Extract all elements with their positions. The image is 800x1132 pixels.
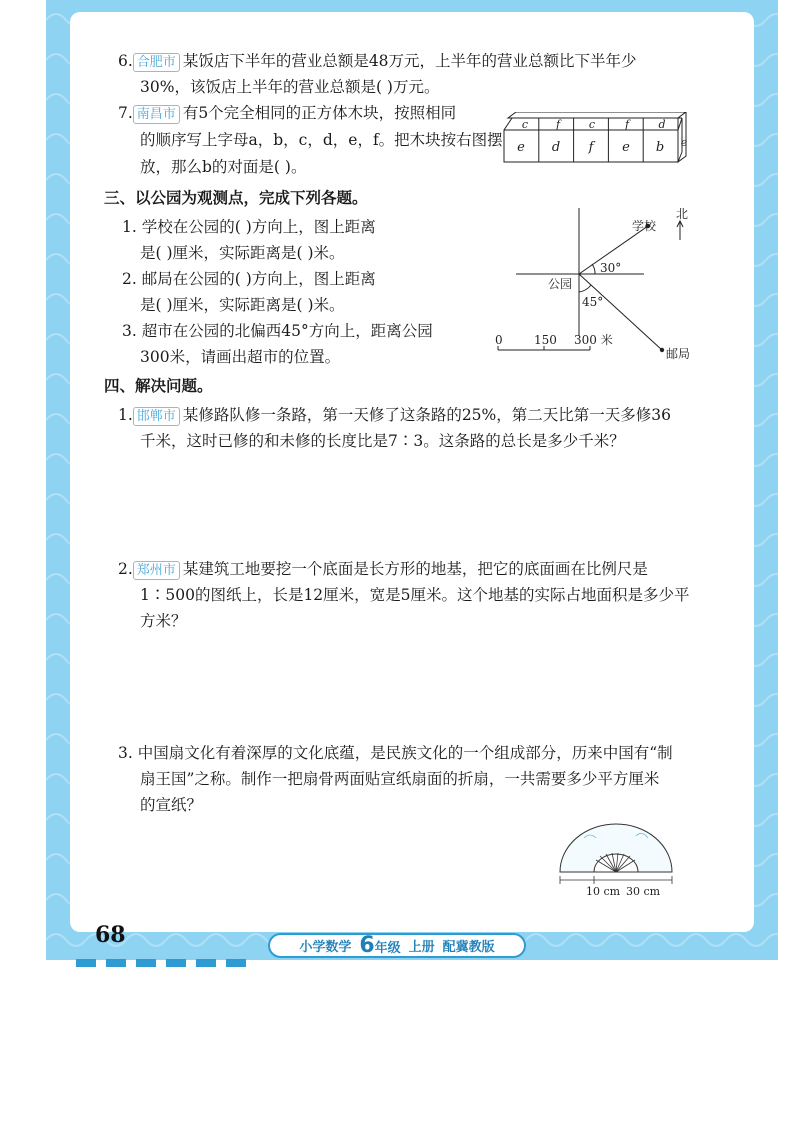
scale-label-300: 300 米: [574, 333, 613, 347]
grade-label: 年级: [374, 941, 401, 956]
cube-top-2: f: [555, 118, 561, 131]
grade-number: 6: [359, 933, 375, 958]
q6-line1: 6. 合肥市 某饭店下半年的营业总额是48万元，上半年的营业总额比下半年少: [118, 52, 637, 70]
cube-row-figure: [500, 112, 690, 172]
scale-label-150: 150: [534, 333, 557, 347]
cube-front-4: e: [622, 140, 630, 155]
region-tag: 南昌市: [133, 105, 180, 124]
edition-label: 配冀教版: [442, 940, 495, 955]
s3-q3-line1: 3. 超市在公园的北偏西45°方向上，距离公园: [122, 322, 433, 340]
s3-q1-line2: 是( )厘米，实际距离是( )米。: [140, 244, 345, 262]
fan-label-10cm: 10 cm: [586, 885, 621, 898]
s4-q3-line3: 的宣纸？: [140, 796, 203, 814]
scale-label-0: 0: [495, 333, 503, 347]
s4-q3-line2: 扇王国”之称。制作一把扇骨两面贴宣纸扇面的折扇，一共需要多少平方厘米: [140, 770, 660, 788]
fan-figure: [556, 818, 676, 900]
cube-front-2: d: [551, 140, 561, 155]
region-tag: 邯郸市: [133, 407, 180, 426]
park-label: 公园: [548, 277, 573, 291]
angle-45-label: 45°: [582, 295, 604, 309]
q7-line3: 放，那么b的对面是( )。: [140, 158, 307, 176]
s4-q1-line2: 千米，这时已修的和未修的长度比是7∶3。这条路的总长是多少千米？: [140, 432, 625, 450]
north-label: 北: [676, 207, 689, 221]
region-tag: 郑州市: [133, 561, 180, 580]
cube-top-5: d: [658, 118, 666, 131]
q7-line2: 的顺序写上字母a，b，c，d，e，f。把木块按右图摆: [140, 131, 503, 149]
cube-front-1: e: [517, 140, 525, 155]
page-number: 68: [95, 922, 126, 948]
region-tag: 合肥市: [133, 53, 180, 72]
cube-front-3: f: [588, 140, 594, 155]
footer-dashes: [76, 952, 256, 971]
s3-q2-line2: 是( )厘米，实际距离是( )米。: [140, 296, 345, 314]
fan-label-30cm: 30 cm: [626, 885, 661, 898]
cube-side: e: [680, 136, 688, 149]
s3-q2-line1: 2. 邮局在公园的( )方向上，图上距离: [122, 270, 376, 288]
s3-q3-line2: 300米，请画出超市的位置。: [140, 348, 341, 366]
section-four-title: 四、解决问题。: [104, 377, 213, 395]
s4-q1-line1: 1. 邯郸市 某修路队修一条路，第一天修了这条路的25%，第二天比第一天多修36: [118, 406, 671, 424]
cube-top-3: c: [588, 118, 596, 131]
school-label: 学校: [632, 219, 657, 233]
book-info-badge: [268, 933, 526, 958]
q6-line2: 30%，该饭店上半年的营业总额是( )万元。: [140, 78, 440, 96]
s4-q2-line1: 2. 郑州市 某建筑工地要挖一个底面是长方形的地基，把它的底面画在比例尺是: [118, 560, 648, 578]
q7-line1: 7. 南昌市 有5个完全相同的正方体木块，按照相同: [118, 104, 457, 122]
cube-top-4: f: [624, 118, 630, 131]
volume-label: 上册: [408, 940, 435, 955]
cube-front-5: b: [655, 140, 665, 155]
post-office-label: 邮局: [666, 347, 691, 361]
subject-label: 小学数学: [299, 940, 352, 955]
cube-top-1: c: [521, 118, 529, 131]
angle-30-label: 30°: [600, 261, 622, 275]
s4-q2-line3: 方米？: [140, 612, 187, 630]
post-office-point: [660, 348, 664, 352]
direction-map: [490, 202, 710, 368]
s4-q2-line2: 1∶500的图纸上，长是12厘米，宽是5厘米。这个地基的实际占地面积是多少平: [140, 586, 690, 604]
section-three-title: 三、以公园为观测点，完成下列各题。: [104, 189, 368, 207]
s3-q1-line1: 1. 学校在公园的( )方向上，图上距离: [122, 218, 376, 236]
s4-q3-line1: 3. 中国扇文化有着深厚的文化底蕴，是民族文化的一个组成部分，历来中国有“制: [118, 744, 673, 762]
